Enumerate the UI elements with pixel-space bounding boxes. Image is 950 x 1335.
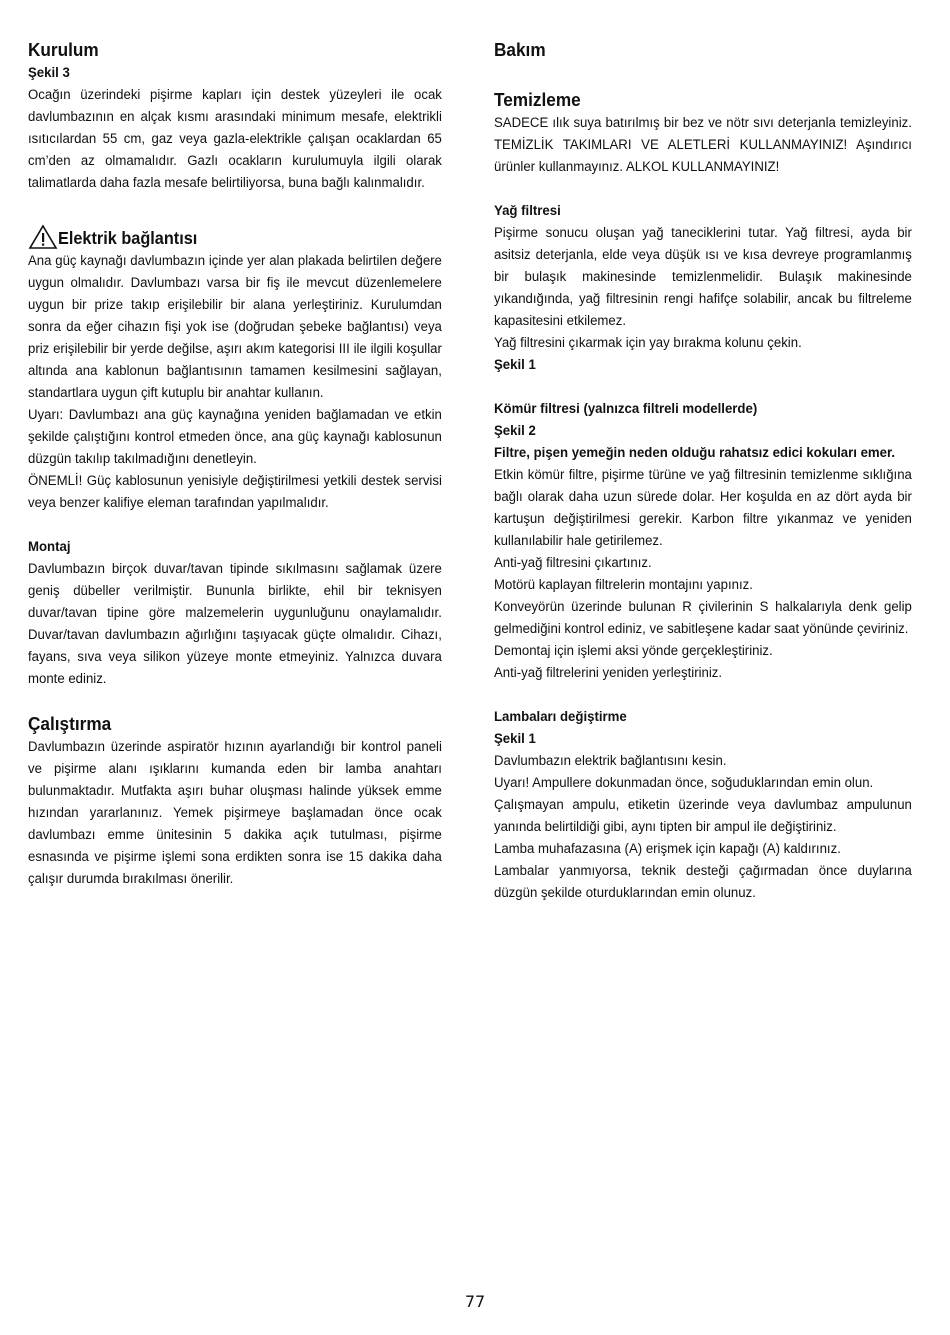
temizleme-paragraph: SADECE ılık suya batırılmış bir bez ve nötr sıvı deterjanla temizleyiniz. TEMİZLİK TAKIMLARI VE ALETLERİ KULLANMAYINIZ! Aşındırıcı ürünler kullanmayınız. ALKOL KULLANMAYINIZ! <box>494 115 912 175</box>
kurulum-paragraph: Ocağın üzerindeki pişirme kapları için destek yüzeyleri ile ocak davlumbazının en alçak kısmı arasındaki minimum mesafe, elektrikli ısıtıcılardan 55 cm, gaz veya gazla-elektrikle çalışan ocaklardan 65 cm’den az olmamalıdır. Gazlı ocakların kurulumuyla ilgili olarak talimatlarda daha fazla mesafe belirtiliyorsa, buna bağlı kalınmalıdır. <box>28 87 442 191</box>
yag-filtresi-figure-ref: Şekil 1 <box>494 357 536 373</box>
komur-filtresi-bold-note: Filtre, pişen yemeğin neden olduğu rahatsız edici kokuları emer. <box>494 445 896 461</box>
temizleme-heading: Temizleme <box>494 89 581 110</box>
komur-filtresi-paragraph-4: Konveyörün üzerinde bulunan R çivilerinin S halkalarıyla denk gelip gelmediğini kontrol ediniz, ve sabitleşene kadar saat yönünde çeviriniz. <box>494 599 912 637</box>
yag-filtresi-heading: Yağ filtresi <box>494 203 561 219</box>
warning-icon <box>28 224 58 250</box>
komur-filtresi-paragraph-5: Demontaj için işlemi aksi yönde gerçekleştiriniz. <box>494 643 773 659</box>
komur-filtresi-paragraph-3: Motörü kaplayan filtrelerin montajını yapınız. <box>494 577 753 593</box>
montaj-heading: Montaj <box>28 539 71 555</box>
elektrik-heading: Elektrik bağlantısı <box>58 228 198 248</box>
kurulum-figure-ref: Şekil 3 <box>28 65 70 81</box>
elektrik-paragraph-3: ÖNEMLİ! Güç kablosunun yenisiyle değiştirilmesi yetkili destek servisi veya benzer kalifiye eleman tarafından yapılmalıdır. <box>28 473 442 511</box>
right-column <box>494 38 912 904</box>
yag-filtresi-paragraph-1: Pişirme sonucu oluşan yağ taneciklerini tutar. Yağ filtresi, ayda bir asitsiz deterjanla, elde veya düşük ısı ve kısa devreye programlanmış bir bulaşık makinesinde temizlenmelidir. Bulaşık makinesinde yıkandığında, yağ filtresinin rengi hafifçe solabilir, ancak bu filtreleme kapasitesini etkilemez. <box>494 225 912 329</box>
page-number: 77 <box>464 1292 486 1311</box>
lamba-paragraph-4: Lamba muhafazasına (A) erişmek için kapağı (A) kaldırınız. <box>494 841 841 857</box>
bakim-heading: Bakım <box>494 39 546 60</box>
yag-filtresi-paragraph-2: Yağ filtresini çıkarmak için yay bırakma kolunu çekin. <box>494 335 802 351</box>
komur-filtresi-paragraph-6: Anti-yağ filtrelerini yeniden yerleştiriniz. <box>494 665 723 681</box>
kurulum-heading: Kurulum <box>28 39 99 60</box>
komur-filtresi-figure-ref: Şekil 2 <box>494 423 536 439</box>
lamba-paragraph-3: Çalışmayan ampulu, etiketin üzerinde veya davlumbaz ampulunun yanında belirtildiği gibi, aynı tipten bir ampul ile değiştiriniz. <box>494 797 912 835</box>
montaj-paragraph: Davlumbazın birçok duvar/tavan tipinde sıkılmasını sağlamak üzere geniş dübeller verilmiştir. Bununla birlikte, ehil bir teknisyen duvar/tavan tipine göre malzemelerin uygunluğunu onaylamalıdır. Duvar/tavan davlumbazın ağırlığını taşıyacak güçte olmalıdır. Cihazı, fayans, sıva veya silikon yüzeye monte etmeyiniz. Yalnızca duvara monte ediniz. <box>28 561 442 687</box>
lamba-paragraph-1: Davlumbazın elektrik bağlantısını kesin. <box>494 753 727 769</box>
lamba-paragraph-5: Lambalar yanmıyorsa, teknik desteği çağırmadan önce duylarına düzgün şekilde oturduklarından emin olunuz. <box>494 863 912 901</box>
lamba-figure-ref: Şekil 1 <box>494 731 536 747</box>
calistirma-paragraph: Davlumbazın üzerinde aspiratör hızının ayarlandığı bir kontrol paneli ve pişirme alanı ışıklarını kumanda eden bir lamba anahtarı bulunmaktadır. Mutfakta aşırı buhar oluşması halinde yüksek emme hızından yararlanınız. Yemek pişirmeye başlamadan önce ocak davlumbazı emme ünitesinin 5 dakika açık tutulması, pişirme esnasında ve pişirme işlemi sona erdikten sonra ise 15 dakika daha çalışır durumda bırakılması önerilir. <box>28 739 442 887</box>
left-column <box>28 38 442 890</box>
lamba-paragraph-2: Uyarı! Ampullere dokunmadan önce, soğuduklarından emin olun. <box>494 775 874 791</box>
calistirma-heading: Çalıştırma <box>28 713 112 734</box>
komur-filtresi-paragraph-2: Anti-yağ filtresini çıkartınız. <box>494 555 652 571</box>
elektrik-paragraph-2: Uyarı: Davlumbazı ana güç kaynağına yeniden bağlamadan ve etkin şekilde çalıştığını kontrol etmeden önce, ana güç kaynağı kablosunun düzgün takılıp takılmadığını denetleyin. <box>28 407 442 467</box>
komur-filtresi-paragraph-1: Etkin kömür filtre, pişirme türüne ve yağ filtresinin temizlenme sıklığına bağlı olarak daha uzun sürede dolar. Her koşulda en az dört ayda bir kartuşun değiştirilmesi gerekir. Karbon filtre yıkanmaz ve yeniden kullanılabilir hale getirilemez. <box>494 467 912 549</box>
elektrik-heading-row <box>28 224 442 250</box>
komur-filtresi-heading: Kömür filtresi (yalnızca filtreli modellerde) <box>494 401 758 417</box>
lamba-heading: Lambaları değiştirme <box>494 709 627 725</box>
elektrik-paragraph-1: Ana güç kaynağı davlumbazın içinde yer alan plakada belirtilen değere uygun olmalıdır. Davlumbazı varsa bir fiş ile mevcut düzenlemelere uygun bir prize takıp erişilebilir bir alana yerleştiriniz. Kurulumdan sonra da eğer cihazın fişi yok ise (doğrudan şebeke bağlantısı) veya priz erişilebilir bir yerde değilse, aşırı akım kategorisi III ile ilgili koşullar altında ana kablonun bağlantısının tamamen kesilmesini sağlayan, standartlara uygun çift kutuplu bir anahtar kullanın. <box>28 253 442 401</box>
